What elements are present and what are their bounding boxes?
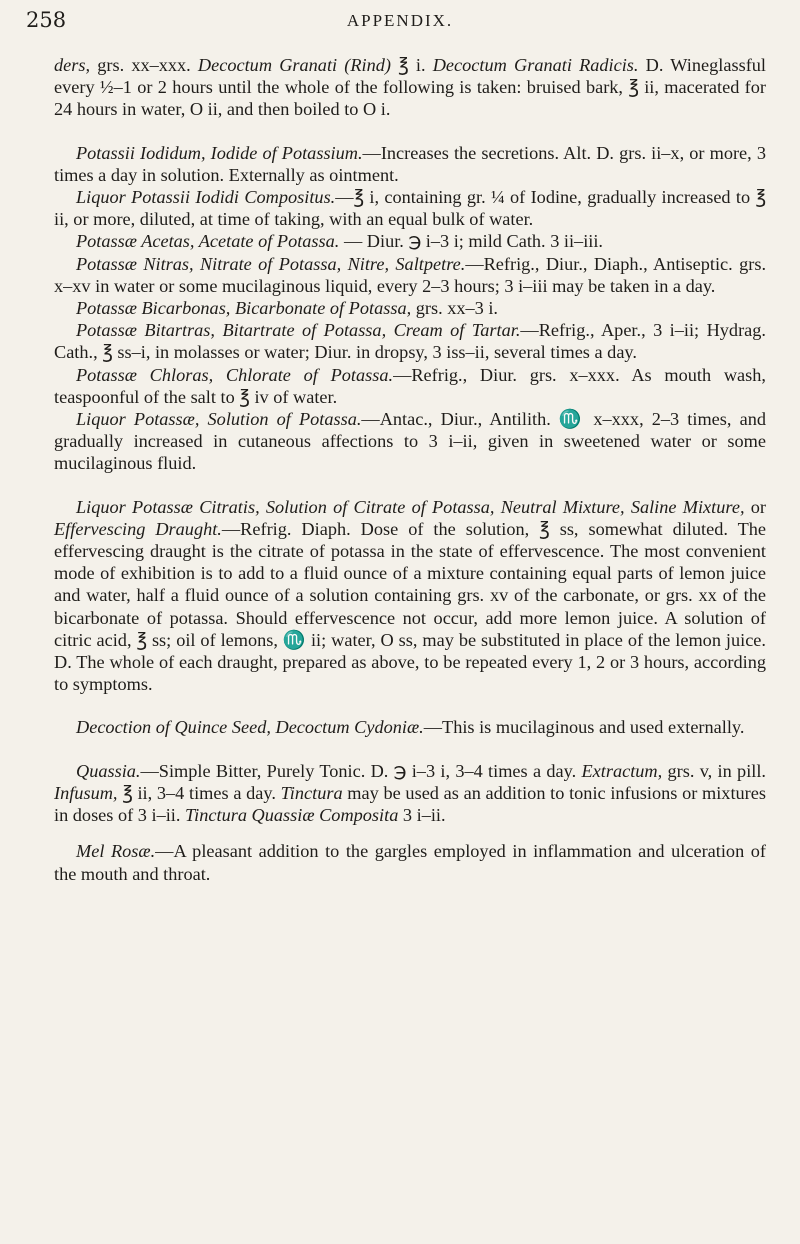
text: —℥ i, containing gr. ¼ of Iodine, gradually increased to ℥ ii, or more, diluted, at time of taking, with an equal bulk of water. [54,187,767,230]
term: Effervescing Draught. [54,518,222,539]
term: Decoctum Granati Radicis. [432,55,639,75]
paragraph-quassia [54,760,766,827]
text: —A pleasant addition to the gargles employed in inflammation and ulceration of the mouth and throat. [54,841,766,884]
term: Tinctura Quassiæ Composita [185,805,399,826]
text: grs. v, in pill. [662,760,767,781]
paragraph-potassae-bicarbonas [54,297,766,319]
text: may be used as an addition to tonic infusions or mixtures in doses of 3 i–ii. [54,782,766,826]
term: Liquor Potassæ Citratis, Solution of Citrate of Potassa, Neutral Mixture, Saline Mixture, [76,496,745,517]
text: —Refrig., Diur. grs. x–xxx. As mouth wash, teaspoonful of the salt to ℥ iv of water. [54,364,766,407]
text: —Refrig., Aper., 3 i–ii; Hydrag. Cath., ℥ ss–i, in molasses or water; Diur. in dropsy, 3 iss–ii, several times a day. [54,320,766,363]
text: —Antac., Diur., Antilith. ♏ x–xxx, 2–3 times, and gradually increased in cutaneous affections to 3 i–ii, given in sweetened water or some mucilaginous fluid. [54,409,766,474]
text: —Simple Bitter, Purely Tonic. D. ℈ i–3 i, 3–4 times a day. [140,760,582,781]
term: Potassæ Chloras, Chlorate of Potassa. [76,364,394,385]
term: Decoctum Granati (Rind) [197,55,391,75]
text: —Refrig. Diaph. Dose of the solution, ℥ ss, somewhat diluted. The effervescing draught is the citrate of potassa in the state of effervescence. The most convenient mode of exhibition is to add to a fluid ounce of a mixture containing equal parts of lemon juice and water, half a fluid ounce of a solution containing grs. xv of the carbonate, or grs. xx of the bicarbonate of potassa. Should effervescence not occur, add more lemon juice. A solution of citric acid, ℥ ss; oil of lemons, ♏ ii; water, O ss, may be substituted in place of the lemon juice. D. The whole of each draught, prepared as above, to be repeated every 1, 2 or 3 hours, according to symptoms. [54,518,766,695]
term: Potassii Iodidum, Iodide of Potassium. [76,142,363,163]
paragraph-mel-rosae [54,840,766,884]
text: ℥ ii, 3–4 times a day. [117,782,281,803]
page-number: 258 [26,8,67,32]
text: —Refrig., Diur., Diaph., Antiseptic. grs. x–xv in water or some mucilaginous liquid, every 2–3 hours; 3 i–iii may be taken in a day. [54,253,767,296]
paragraph-potassii-iodidum [54,142,766,186]
term: Infusum, [54,782,118,803]
page-header [26,8,774,38]
term: Potassæ Acetas, Acetate of Potassa. [76,231,340,252]
term: Quassia. [76,760,141,781]
paragraph-granati [54,54,766,121]
text: —Increases the secretions. Alt. D. grs. ii–x, or more, 3 times a day in solution. Externally as ointment. [54,142,766,185]
term: Liquor Potassii Iodidi Compositus. [76,187,336,208]
term: Potassæ Bicarbonas, Bicarbonate of Potassa, [76,298,412,319]
paragraph-liquor-potassae [54,408,766,475]
text: ℥ i. [390,55,433,75]
text: or [744,496,766,517]
paragraph-decoction-quince-seed [54,716,766,738]
term: Extractum, [581,760,663,781]
term: Potassæ Nitras, Nitrate of Potassa, Nitre, Saltpetre. [76,253,466,274]
paragraph-liquor-potassii-iodidi [54,186,766,230]
text: —This is mucilaginous and used externally. [423,717,745,738]
paragraph-potassae-bitartras [54,319,766,363]
term: Tinctura [280,782,343,803]
term: Decoction of Quince Seed, Decoctum Cydoniæ. [76,717,424,738]
text: 3 i–ii. [398,805,446,826]
term: Liquor Potassæ, Solution of Potassa. [76,409,362,430]
paragraph-potassae-nitras [54,253,766,297]
text: grs. xx–xxx. [90,55,198,75]
text: D. Wineglassful every ½–1 or 2 hours until the whole of the following is taken: bruised bark, ℥ ii, macerated for 24 hours in water, O ii, and then boiled to O i. [54,55,766,120]
paragraph-liquor-potassae-citratis [54,496,766,696]
text: grs. xx–3 i. [411,298,498,319]
running-head: APPENDIX. [346,11,454,30]
term: Potassæ Bitartras, Bitartrate of Potassa, Cream of Tartar. [76,320,521,341]
italic-text: ders, [54,55,91,75]
paragraph-potassae-acetas [54,230,766,252]
paragraph-potassae-chloras [54,364,766,408]
text: — Diur. ℈ i–3 i; mild Cath. 3 ii–iii. [339,231,604,252]
term: Mel Rosæ. [76,841,156,862]
page-body [54,54,766,885]
